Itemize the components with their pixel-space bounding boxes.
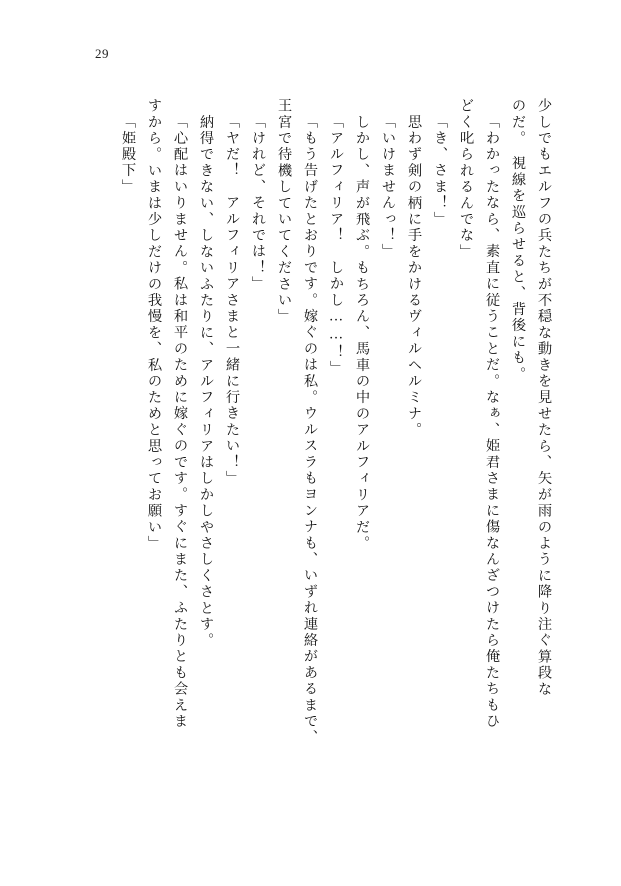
text-line: 「いけませんっ！」 (380, 114, 396, 260)
text-line: のだ。 視線を巡らせると、背後にも。 (510, 98, 526, 383)
text-line: 納得できない、しないふたりに、アルフィリアはしかしやさしくさとす。 (198, 98, 214, 649)
text-line: 王宮で待機していてください」 (276, 98, 292, 325)
text-line: 「わかったなら、素直に従うことだ。なぁ、姫君さまに傷なんざつけたら俺たちもひ (484, 114, 500, 730)
text-line: どく叱られるんでな」 (458, 98, 474, 260)
text-line: 「姫殿下」 (120, 114, 136, 195)
text-line: 「アルフィリア！ しかし……！」 (328, 114, 344, 377)
vertical-text-body (78, 98, 551, 816)
text-line: 「ヤだ！ アルフィリアさまと一緒に行きたい！」 (224, 114, 240, 487)
text-line: 思わず剣の柄に手をかけるヴィルヘルミナ。 (406, 98, 422, 439)
text-line: すから。いまは少しだけの我慢を、私のためと思ってお願い」 (146, 98, 162, 552)
text-line: 「心配はいりません。私は和平のために嫁ぐのです。すぐにまた、ふたりとも会えま (172, 114, 188, 730)
page-number: 29 (95, 46, 109, 61)
text-line: 「けれど、それでは！」 (250, 114, 266, 293)
text-line: 「もう告げたとおりです。嫁ぐのは私。ウルスラもヨンナも、いずれ連絡があるまで、 (302, 114, 318, 746)
text-line: 少しでもエルフの兵たちが不穏な動きを見せたら、矢が雨のように降り注ぐ算段な (536, 98, 552, 698)
text-line: 「き、さま！」 (432, 114, 448, 228)
text-line: しかし、声が飛ぶ。もちろん、馬車の中のアルフィリアだ。 (354, 98, 370, 552)
